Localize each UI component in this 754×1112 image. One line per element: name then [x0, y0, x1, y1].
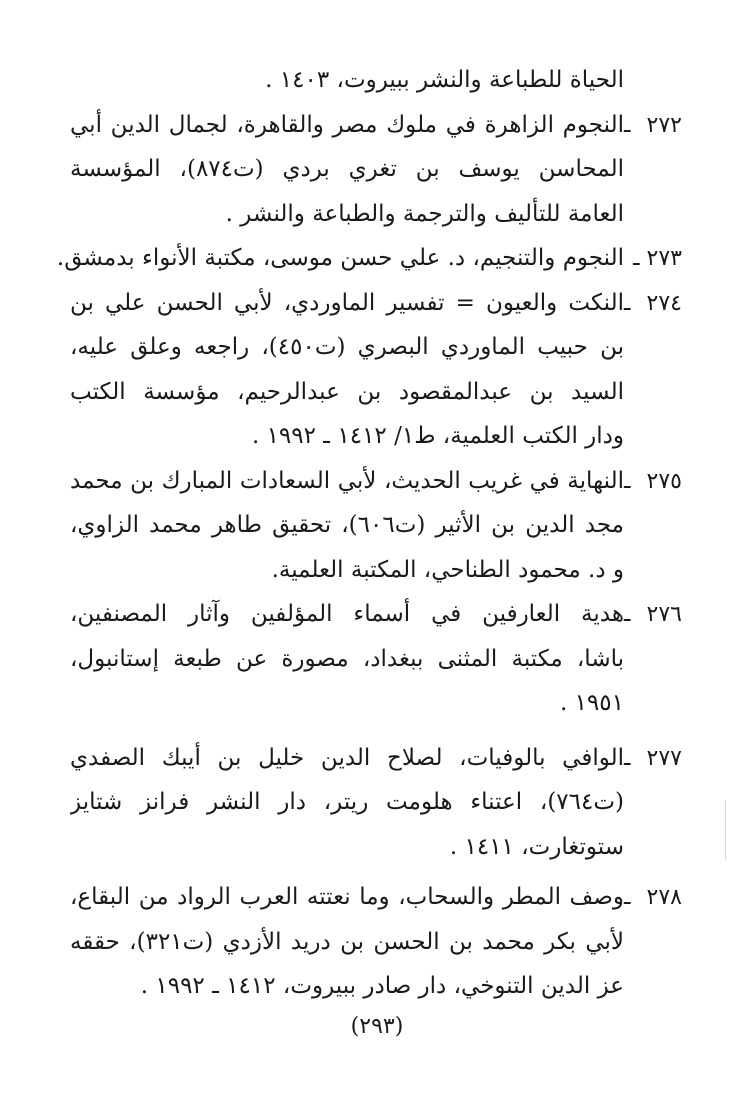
- bibliography-entry-274: [70, 281, 682, 459]
- entry-line: [70, 875, 682, 920]
- bibliography-entry-278: [70, 875, 682, 1009]
- entry-line: المحاسن يوسف بن تغري بردي (ت٨٧٤)، المؤسسة: [70, 156, 625, 182]
- page-number: (٢٩٣): [350, 1014, 404, 1039]
- bibliography-entry-276: [70, 592, 682, 726]
- bibliography-entry-272: [70, 103, 682, 237]
- entry-line: [70, 459, 682, 504]
- entry-text: النكت والعيون = تفسير الماوردي، لأبي الحسن علي بن: [70, 289, 624, 316]
- entry-number: ٢٧٧ ـ: [624, 745, 682, 771]
- entry-line: ودار الكتب العلمية، ط١/ ١٤١٢ ـ ١٩٩٢ .: [251, 423, 624, 449]
- scan-margin-line: [725, 800, 726, 860]
- continuation-line: الحياة للطباعة والنشر ببيروت، ١٤٠٣ .: [265, 67, 624, 93]
- entry-line: لأبي بكر محمد بن الحسن بن دريد الأزدي (ت٣٢١)، حققه: [70, 928, 625, 955]
- bibliography-entry-275: [70, 459, 682, 593]
- entry-line: [70, 103, 682, 148]
- entry-text: هدية العارفين في أسماء المؤلفين وآثار المصنفين،: [70, 601, 624, 627]
- entry-line: ستوتغارت، ١٤١١ .: [449, 833, 624, 860]
- bibliography-list: [56, 58, 682, 1009]
- entry-number: ٢٧٤ ـ: [624, 290, 682, 316]
- entry-line: [70, 592, 682, 637]
- entry-line: [56, 236, 682, 281]
- entry-number: ٢٧٣ ـ: [633, 246, 682, 271]
- entry-number: ٢٧٦ ـ: [624, 602, 682, 627]
- entry-text: وصف المطر والسحاب، وما نعتته العرب الرواد من البقاع،: [70, 884, 624, 910]
- entry-text: النجوم الزاهرة في ملوك مصر والقاهرة، لجمال الدين أبي: [70, 111, 624, 138]
- entry-number: ٢٧٥ ـ: [624, 468, 682, 494]
- entry-line: مجد الدين بن الأثير (ت٦٠٦)، تحقيق طاهر محمد الزاوي،: [70, 512, 624, 538]
- entry-line: العامة للتأليف والترجمة والطباعة والنشر .: [225, 200, 624, 227]
- bibliography-entry-273: [56, 236, 682, 281]
- entry-line: عز الدين التنوخي، دار صادر ببيروت، ١٤١٢ ـ ١٩٩٢ .: [140, 973, 624, 999]
- entry-line: السيد بن عبدالمقصود بن عبدالرحيم، مؤسسة الكتب: [70, 378, 624, 405]
- entry-line: باشا، مكتبة المثنى ببغداد، مصورة عن طبعة إستانبول،: [70, 645, 624, 672]
- entry-text: الوافي بالوفيات، لصلاح الدين خليل بن أيبك الصفدي: [70, 744, 624, 771]
- entry-line: و د. محمود الطناحي، المكتبة العلمية.: [271, 556, 624, 583]
- entry-text: النجوم والتنجيم، د. علي حسن موسى، مكتبة الأنواء بدمشق.: [56, 245, 624, 271]
- entry-number: ٢٧٢ ـ: [624, 112, 682, 138]
- entry-line: ١٩٥١ .: [559, 690, 624, 716]
- entry-line: (ت٧٦٤)، اعتناء هلومت ريتر، دار النشر فرانز شتايز: [70, 789, 624, 815]
- entry-text: النهاية في غريب الحديث، لأبي السعادات المبارك بن محمد: [70, 467, 624, 494]
- entry-line: [70, 736, 682, 781]
- entry-line: بن حبيب الماوردي البصري (ت٤٥٠)، راجعه وعلق عليه،: [70, 334, 624, 360]
- entry-number: ٢٧٨ ـ: [624, 885, 682, 910]
- bibliography-entry-277: [70, 736, 682, 870]
- entry-line: [70, 281, 682, 326]
